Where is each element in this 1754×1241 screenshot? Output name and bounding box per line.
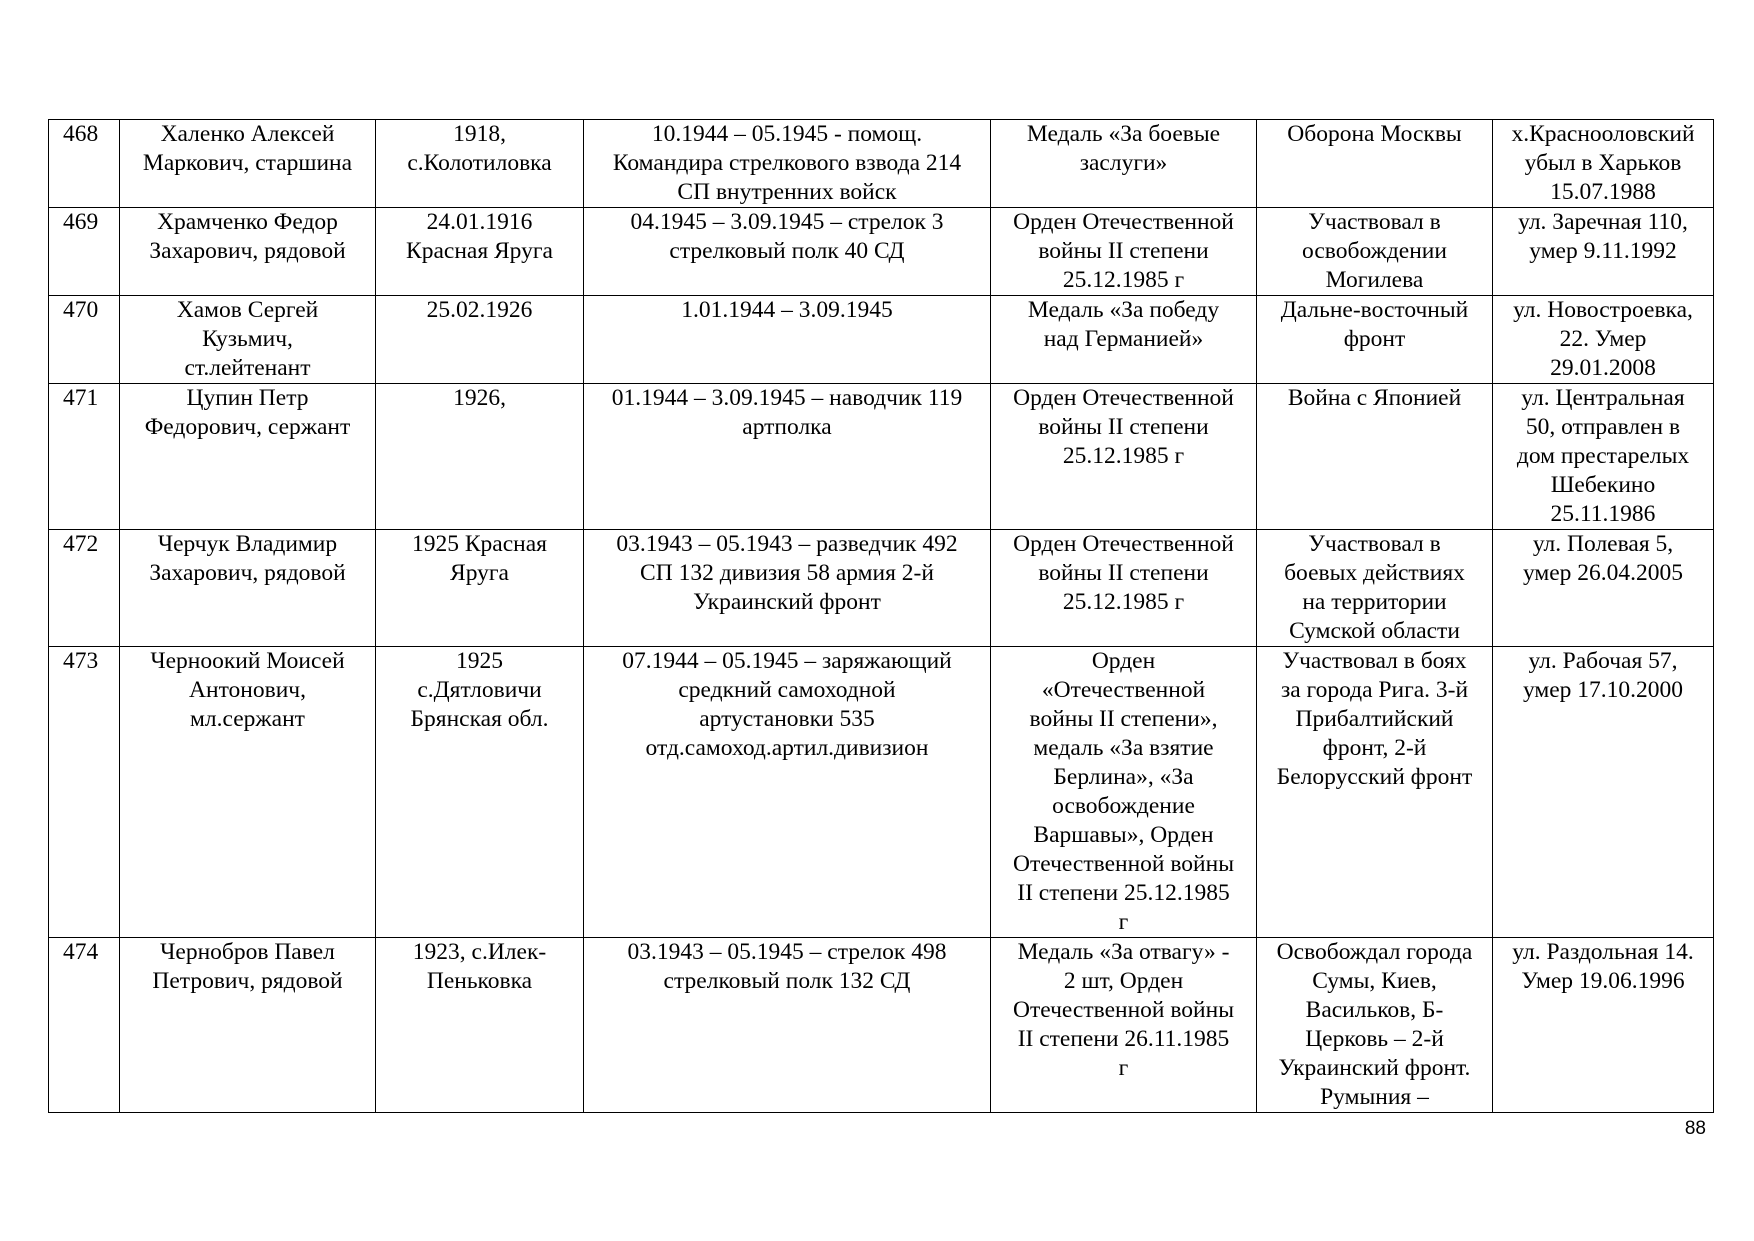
record-number-cell	[49, 208, 120, 296]
birth-info: 1925 с.Дятловичи Брянская обл.	[410, 648, 549, 732]
battles-cell	[1257, 120, 1493, 208]
service-period: 1.01.1944 – 3.09.1945	[681, 297, 893, 323]
record-number-cell	[49, 530, 120, 647]
notes: ул. Полевая 5, умер 26.04.2005	[1522, 531, 1684, 586]
record-number-cell	[49, 647, 120, 938]
awards: Медаль «За отвагу» - 2 шт, Орден Отечественной войны II степени 26.11.1985 г	[1013, 939, 1234, 1081]
notes-cell	[1493, 530, 1714, 647]
full-name-rank-cell	[120, 647, 376, 938]
birth-info-cell	[376, 647, 584, 938]
battles: Оборона Москвы	[1287, 121, 1462, 147]
full-name-rank: Халенко Алексей Маркович, старшина	[142, 121, 353, 176]
service-period: 01.1944 – 3.09.1945 – наводчик 119 артполка	[611, 385, 963, 440]
service-period-cell	[584, 120, 991, 208]
awards-cell	[991, 296, 1257, 384]
battles-cell	[1257, 647, 1493, 938]
record-number: 471	[63, 385, 99, 411]
awards: Медаль «За победу над Германией»	[1027, 297, 1220, 352]
table-row	[49, 208, 1714, 296]
notes: ул. Раздольная 14. Умер 19.06.1996	[1512, 939, 1694, 994]
birth-info: 1923, с.Илек- Пеньковка	[412, 939, 547, 994]
table-row	[49, 938, 1714, 1113]
full-name-rank: Хамов Сергей Кузьмич, ст.лейтенант	[176, 297, 319, 381]
awards-cell	[991, 938, 1257, 1113]
full-name-rank-cell	[120, 938, 376, 1113]
record-number: 474	[63, 939, 99, 965]
awards-cell	[991, 384, 1257, 530]
birth-info-cell	[376, 384, 584, 530]
full-name-rank: Цупин Петр Федорович, сержант	[144, 385, 351, 440]
full-name-rank: Черноокий Моисей Антонович, мл.сержант	[150, 648, 345, 732]
battles: Участвовал в боевых действиях на территории Сумской области	[1284, 531, 1465, 644]
service-period: 07.1944 – 05.1945 – заряжающий средкний самоходной артустановки 535 отд.самоход.артил.дивизион	[622, 648, 952, 761]
record-number: 473	[63, 648, 99, 674]
record-number: 470	[63, 297, 99, 323]
record-number: 472	[63, 531, 99, 557]
awards: Орден Отечественной войны II степени 25.12.1985 г	[1013, 531, 1234, 615]
full-name-rank-cell	[120, 384, 376, 530]
notes: ул. Рабочая 57, умер 17.10.2000	[1522, 648, 1684, 703]
service-period: 03.1943 – 05.1943 – разведчик 492 СП 132 дивизия 58 армия 2-й Украинский фронт	[616, 531, 958, 615]
table-row	[49, 530, 1714, 647]
battles-cell	[1257, 296, 1493, 384]
battles-cell	[1257, 938, 1493, 1113]
notes-cell	[1493, 647, 1714, 938]
battles-cell	[1257, 208, 1493, 296]
page-number: 88	[1684, 1118, 1706, 1139]
service-period-cell	[584, 530, 991, 647]
awards: Орден «Отечественной войны II степени», медаль «За взятие Берлина», «За освобождение Варшавы», Орден Отечественной войны II степени 25.12.1985 г	[1013, 648, 1234, 935]
veterans-table	[48, 119, 1714, 1113]
notes: ул. Новостроевка, 22. Умер 29.01.2008	[1513, 297, 1693, 381]
awards: Орден Отечественной войны II степени 25.12.1985 г	[1013, 209, 1234, 293]
service-period-cell	[584, 938, 991, 1113]
notes-cell	[1493, 296, 1714, 384]
battles-cell	[1257, 384, 1493, 530]
awards: Орден Отечественной войны II степени 25.12.1985 г	[1013, 385, 1234, 469]
awards-cell	[991, 530, 1257, 647]
notes-cell	[1493, 120, 1714, 208]
battles-cell	[1257, 530, 1493, 647]
service-period: 04.1945 – 3.09.1945 – стрелок 3 стрелковый полк 40 СД	[630, 209, 944, 264]
record-number-cell	[49, 296, 120, 384]
notes-cell	[1493, 938, 1714, 1113]
awards-cell	[991, 647, 1257, 938]
birth-info: 1925 Красная Яруга	[412, 531, 547, 586]
birth-info: 1918, с.Колотиловка	[407, 121, 552, 176]
service-period: 03.1943 – 05.1945 – стрелок 498 стрелковый полк 132 СД	[627, 939, 947, 994]
record-number-cell	[49, 120, 120, 208]
table-row	[49, 384, 1714, 530]
notes: ул. Центральная 50, отправлен в дом престарелых Шебекино 25.11.1986	[1516, 385, 1690, 527]
service-period-cell	[584, 208, 991, 296]
birth-info-cell	[376, 120, 584, 208]
awards: Медаль «За боевые заслуги»	[1026, 121, 1221, 176]
table-row	[49, 647, 1714, 938]
notes: ул. Заречная 110, умер 9.11.1992	[1518, 209, 1688, 264]
birth-info: 25.02.1926	[426, 297, 533, 323]
service-period-cell	[584, 384, 991, 530]
full-name-rank-cell	[120, 208, 376, 296]
battles: Участвовал в боях за города Рига. 3-й Прибалтийский фронт, 2-й Белорусский фронт	[1276, 648, 1473, 790]
record-number-cell	[49, 384, 120, 530]
record-number: 468	[63, 121, 99, 147]
battles: Освобождал города Сумы, Киев, Васильков, Б- Церковь – 2-й Украинский фронт. Румыния –	[1276, 939, 1473, 1110]
table-row	[49, 120, 1714, 208]
full-name-rank-cell	[120, 530, 376, 647]
service-period-cell	[584, 647, 991, 938]
table-row	[49, 296, 1714, 384]
table-body	[49, 120, 1714, 1113]
birth-info-cell	[376, 296, 584, 384]
full-name-rank: Храмченко Федор Захарович, рядовой	[149, 209, 346, 264]
full-name-rank: Черчук Владимир Захарович, рядовой	[149, 531, 346, 586]
service-period-cell	[584, 296, 991, 384]
record-number-cell	[49, 938, 120, 1113]
birth-info-cell	[376, 208, 584, 296]
birth-info-cell	[376, 530, 584, 647]
full-name-rank: Чернобров Павел Петрович, рядовой	[152, 939, 343, 994]
full-name-rank-cell	[120, 120, 376, 208]
birth-info: 24.01.1916 Красная Яруга	[406, 209, 553, 264]
awards-cell	[991, 120, 1257, 208]
notes-cell	[1493, 208, 1714, 296]
full-name-rank-cell	[120, 296, 376, 384]
notes: х.Краснооловский убыл в Харьков 15.07.1988	[1511, 121, 1695, 205]
battles: Дальне-восточный фронт	[1280, 297, 1469, 352]
birth-info-cell	[376, 938, 584, 1113]
birth-info: 1926,	[453, 385, 506, 411]
battles: Участвовал в освобождении Могилева	[1302, 209, 1447, 293]
awards-cell	[991, 208, 1257, 296]
record-number: 469	[63, 209, 99, 235]
notes-cell	[1493, 384, 1714, 530]
battles: Война с Японией	[1287, 385, 1462, 411]
service-period: 10.1944 – 05.1945 - помощ. Командира стрелкового взвода 214 СП внутренних войск	[612, 121, 962, 205]
